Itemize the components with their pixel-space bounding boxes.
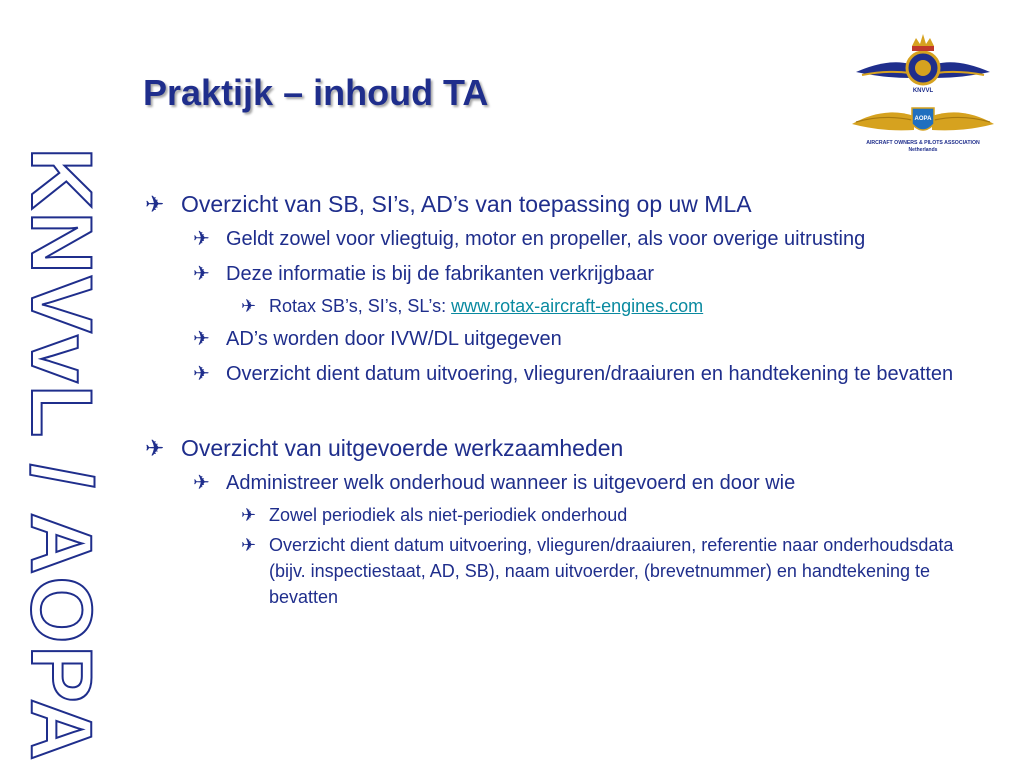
sub-bullet-item bbox=[193, 325, 985, 354]
bullet-text: Deze informatie is bij de fabrikanten verkrijgbaar bbox=[226, 263, 654, 285]
logos bbox=[848, 20, 998, 160]
sub-bullet-item bbox=[193, 469, 985, 498]
airplane-bullet-icon: ✈ bbox=[145, 191, 165, 217]
knvvl-logo-text: KNVVL bbox=[912, 88, 934, 94]
airplane-bullet-icon: ✈ bbox=[241, 296, 257, 316]
aopa-name-text: AIRCRAFT OWNERS & PILOTS ASSOCIATION bbox=[866, 140, 980, 146]
airplane-bullet-icon: ✈ bbox=[193, 363, 210, 385]
bullet-text: Geldt zowel voor vliegtuig, motor en propeller, als voor overige uitrusting bbox=[226, 228, 866, 250]
bullet-item bbox=[145, 189, 985, 219]
side-label-text: KNVvL / AOPA bbox=[13, 147, 109, 763]
bullet-text: Overzicht dient datum uitvoering, vlieguren/draaiuren, referentie naar onderhoudsdata (bijv. inspectiestaat, AD, SB), naam uitvoerder, (brevetnummer) en handtekening te bevatten bbox=[269, 535, 954, 607]
rotax-link[interactable]: www.rotax-aircraft-engines.com bbox=[451, 296, 704, 316]
logo-graphics bbox=[848, 20, 998, 160]
bullet-text: Overzicht van SB, SI’s, AD’s van toepassing op uw MLA bbox=[181, 191, 752, 217]
bullet-list bbox=[145, 185, 985, 610]
slide-title: Praktijk – inhoud TA bbox=[143, 72, 489, 113]
airplane-bullet-icon: ✈ bbox=[193, 472, 210, 494]
knvvl-logo bbox=[856, 34, 990, 94]
airplane-bullet-icon: ✈ bbox=[241, 535, 257, 555]
airplane-bullet-icon: ✈ bbox=[145, 435, 165, 461]
bullet-item bbox=[145, 433, 985, 463]
rotax-label: Rotax SB’s, SI’s, SL’s: bbox=[269, 296, 452, 316]
bullet-text: Zowel periodiek als niet-periodiek onderhoud bbox=[269, 505, 628, 525]
aopa-country-text: Netherlands bbox=[908, 147, 938, 153]
airplane-bullet-icon: ✈ bbox=[193, 328, 210, 350]
sub-sub-bullet-item bbox=[241, 532, 985, 610]
bullet-text: Overzicht van uitgevoerde werkzaamheden bbox=[181, 435, 624, 461]
sub-sub-bullet-item bbox=[241, 502, 985, 528]
bullet-text: Administreer welk onderhoud wanneer is uitgevoerd en door wie bbox=[226, 472, 796, 494]
sub-bullet-item bbox=[193, 260, 985, 289]
airplane-bullet-icon: ✈ bbox=[193, 263, 210, 285]
sub-sub-bullet-item bbox=[241, 293, 985, 319]
aopa-logo bbox=[852, 108, 994, 153]
sub-bullet-item bbox=[193, 225, 985, 254]
bullet-text: Overzicht dient datum uitvoering, vlieguren/draaiuren en handtekening te bevatten bbox=[226, 363, 954, 385]
side-label-graphic bbox=[13, 147, 109, 763]
bullet-text bbox=[269, 293, 703, 319]
bullet-text: AD’s worden door IVW/DL uitgegeven bbox=[226, 328, 562, 350]
airplane-bullet-icon: ✈ bbox=[241, 505, 257, 525]
sub-bullet-item bbox=[193, 360, 985, 389]
airplane-bullet-icon: ✈ bbox=[193, 228, 210, 250]
side-label bbox=[13, 147, 109, 763]
aopa-badge-text: AOPA bbox=[914, 116, 932, 122]
